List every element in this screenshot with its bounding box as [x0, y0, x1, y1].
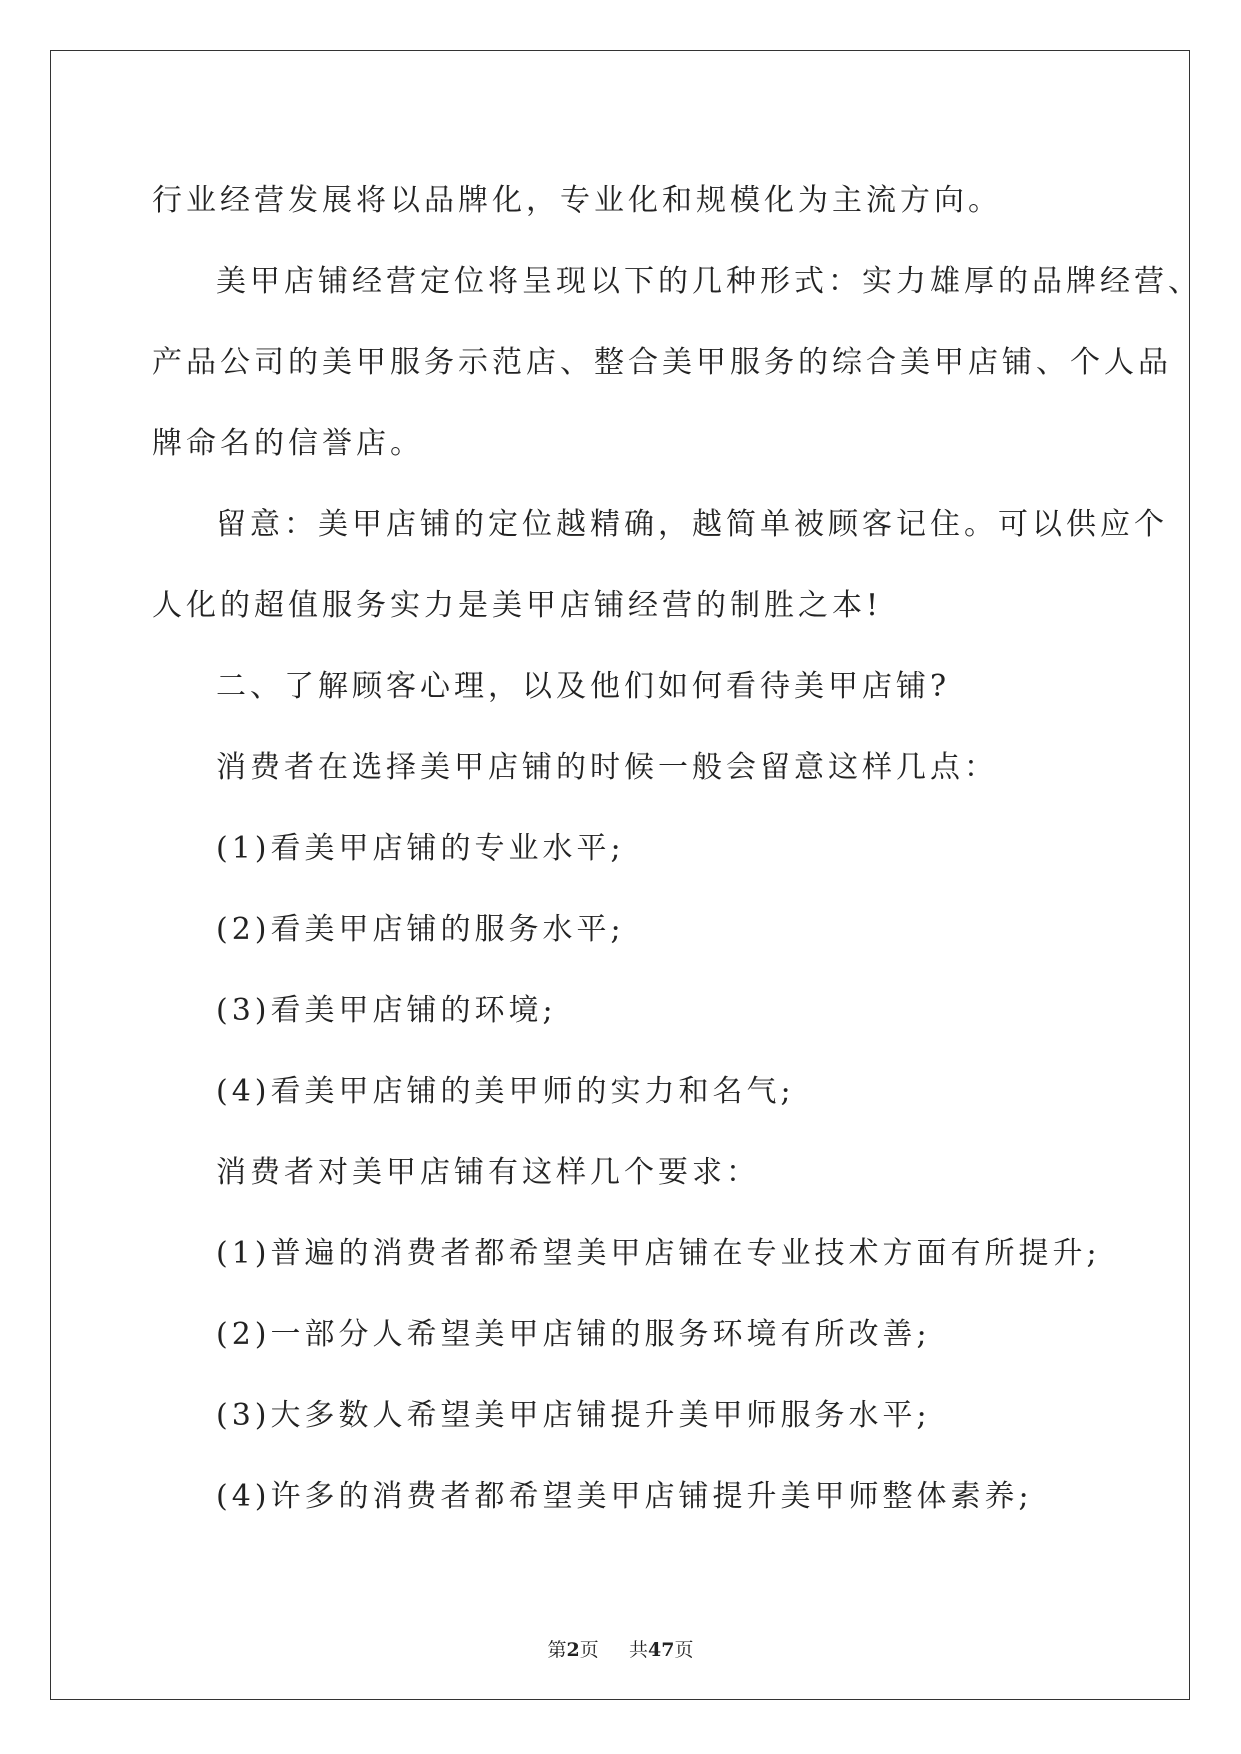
paragraph — [152, 970, 1092, 1051]
paragraph-line: (3)大多数人希望美甲店铺提升美甲师服务水平; — [216, 1398, 931, 1433]
paragraph — [152, 808, 1092, 889]
paragraph-line: (4)许多的消费者都希望美甲店铺提升美甲师整体素养; — [216, 1479, 1033, 1514]
paragraph-line: 牌命名的信誉店。 — [152, 426, 424, 461]
paragraph — [152, 241, 1202, 484]
page-footer — [0, 1635, 1241, 1662]
total-pages: 47 — [648, 1639, 675, 1661]
paragraph-line: 消费者在选择美甲店铺的时候一般会留意这样几点： — [216, 750, 998, 785]
paragraph — [152, 1051, 1092, 1132]
paragraph-line: (2)看美甲店铺的服务水平; — [216, 912, 625, 947]
paragraph-line: 留意：美甲店铺的定位越精确，越简单被顾客记住。可以供应个 — [216, 507, 1168, 542]
paragraph — [152, 1132, 1092, 1213]
paragraph-line: 美甲店铺经营定位将呈现以下的几种形式：实力雄厚的品牌经营、 — [216, 264, 1202, 299]
paragraph — [152, 727, 1092, 808]
paragraph — [152, 1213, 1101, 1294]
paragraph — [152, 1375, 1092, 1456]
page-suffix: 页 — [579, 1639, 599, 1661]
paragraph — [152, 484, 1168, 646]
paragraph-line: (2)一部分人希望美甲店铺的服务环境有所改善; — [216, 1317, 931, 1352]
paragraph-line: 二、了解顾客心理，以及他们如何看待美甲店铺? — [216, 669, 951, 704]
paragraph — [152, 889, 1092, 970]
paragraph — [152, 646, 1092, 727]
paragraph-line: 人化的超值服务实力是美甲店铺经营的制胜之本! — [152, 588, 883, 623]
total-prefix: 共 — [628, 1639, 648, 1661]
page-prefix: 第 — [547, 1639, 567, 1661]
page-number: 2 — [566, 1639, 580, 1661]
paragraph-line: (4)看美甲店铺的美甲师的实力和名气; — [216, 1074, 795, 1109]
paragraph — [152, 1294, 1092, 1375]
paragraph — [152, 1456, 1092, 1537]
paragraph — [152, 160, 1092, 241]
paragraph-line: (3)看美甲店铺的环境; — [216, 993, 557, 1028]
paragraph-line: (1)普遍的消费者都希望美甲店铺在专业技术方面有所提升; — [216, 1236, 1101, 1271]
paragraph-line: (1)看美甲店铺的专业水平; — [216, 831, 625, 866]
paragraph-line: 产品公司的美甲服务示范店、整合美甲服务的综合美甲店铺、个人品 — [152, 345, 1172, 380]
paragraph-line: 消费者对美甲店铺有这样几个要求： — [216, 1155, 760, 1190]
total-suffix: 页 — [674, 1639, 694, 1661]
paragraph-line: 行业经营发展将以品牌化，专业化和规模化为主流方向。 — [152, 183, 1002, 218]
document-body — [152, 160, 1202, 1537]
